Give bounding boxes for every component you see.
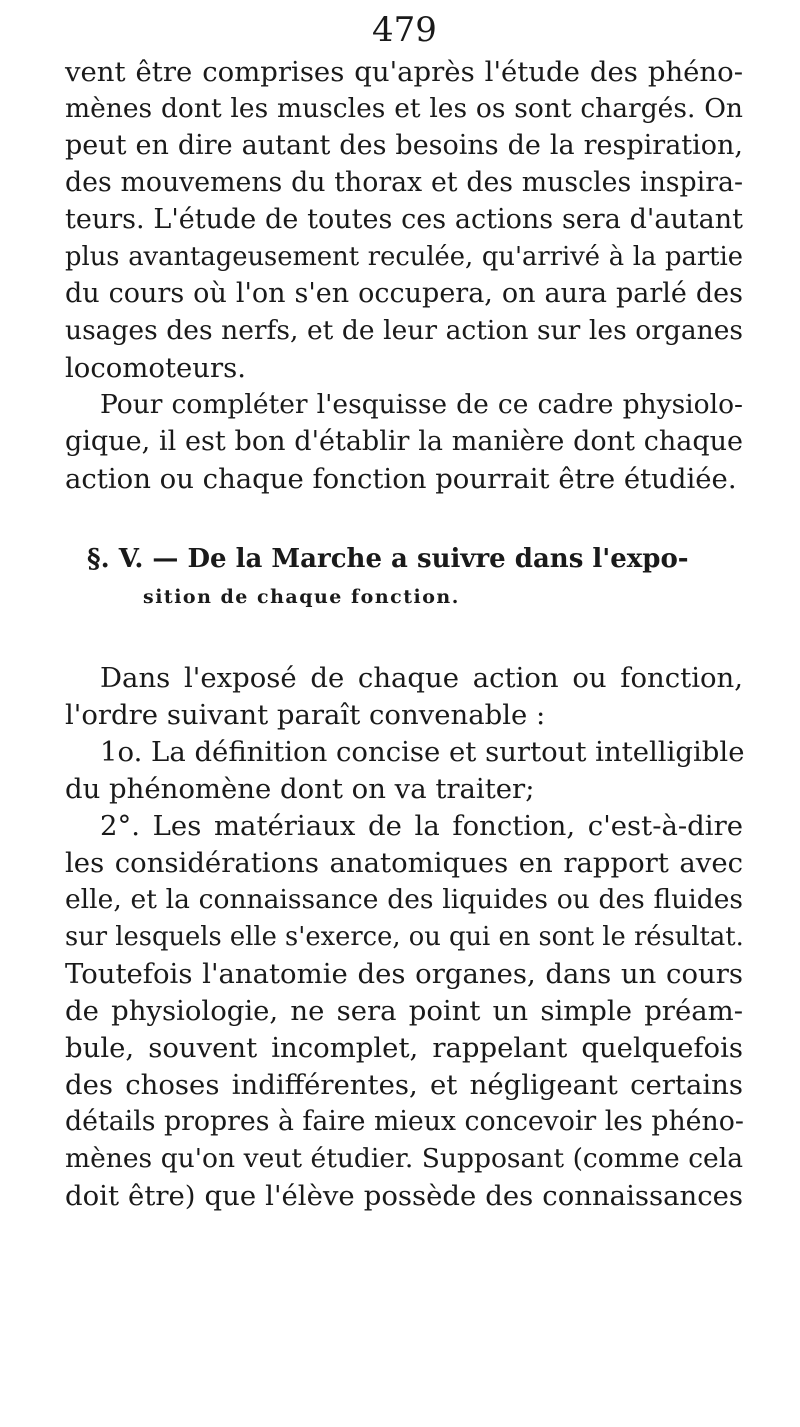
text-line: des choses indifférentes, et négligeant certains xyxy=(65,1069,743,1101)
text-line: bule, souvent incomplet, rappelant quelquefois xyxy=(65,1032,743,1064)
text-line: usages des nerfs, et de leur action sur les organes xyxy=(65,315,743,346)
text-line: teurs. L'étude de toutes ces actions sera d'autant xyxy=(65,204,743,235)
text-line: du cours où l'on s'en occupera, on aura parlé des xyxy=(65,278,743,309)
text-line: Dans l'exposé de chaque action ou fonction, xyxy=(100,662,743,694)
page-number: 479 xyxy=(372,10,437,50)
text-line: locomoteurs. xyxy=(65,352,246,384)
text-line: des mouvemens du thorax et des muscles inspira- xyxy=(65,167,743,198)
text-line: plus avantageusement reculée, qu'arrivé à la partie xyxy=(65,242,743,272)
text-line: de physiologie, ne sera point un simple préam- xyxy=(65,995,743,1027)
text-line: vent être comprises qu'après l'étude des phéno- xyxy=(65,56,743,88)
text-line: Toutefois l'anatomie des organes, dans un cours xyxy=(65,958,743,990)
text-line: mènes dont les muscles et les os sont chargés. On xyxy=(65,93,743,124)
text-line: du phénomène dont on va traiter; xyxy=(65,773,535,805)
text-line: 1o. La définition concise et surtout intelligible xyxy=(100,736,745,768)
section-heading-continued: sition de chaque fonction. xyxy=(143,586,460,608)
text-line: mènes qu'on veut étudier. Supposant (comme cela xyxy=(65,1143,743,1174)
text-line: gique, il est bon d'établir la manière dont chaque xyxy=(65,426,743,457)
text-line: peut en dire autant des besoins de la respiration, xyxy=(65,130,743,161)
section-heading: §. V. — De la Marche a suivre dans l'expo- xyxy=(87,544,689,574)
text-line: l'ordre suivant paraît convenable : xyxy=(65,699,546,731)
text-line: action ou chaque fonction pourrait être étudiée. xyxy=(65,463,737,495)
text-line: détails propres à faire mieux concevoir les phéno- xyxy=(65,1106,744,1137)
text-line: doit être) que l'élève possède des connaissances xyxy=(65,1180,743,1212)
text-line: Pour compléter l'esquisse de ce cadre physiolo- xyxy=(100,389,743,420)
text-line: les considérations anatomiques en rapport avec xyxy=(65,847,743,879)
text-line: sur lesquels elle s'exerce, ou qui en sont le résultat. xyxy=(65,922,744,952)
text-line: 2°. Les matériaux de la fonction, c'est-à-dire xyxy=(100,810,743,842)
text-line: elle, et la connaissance des liquides ou des fluides xyxy=(65,884,743,915)
